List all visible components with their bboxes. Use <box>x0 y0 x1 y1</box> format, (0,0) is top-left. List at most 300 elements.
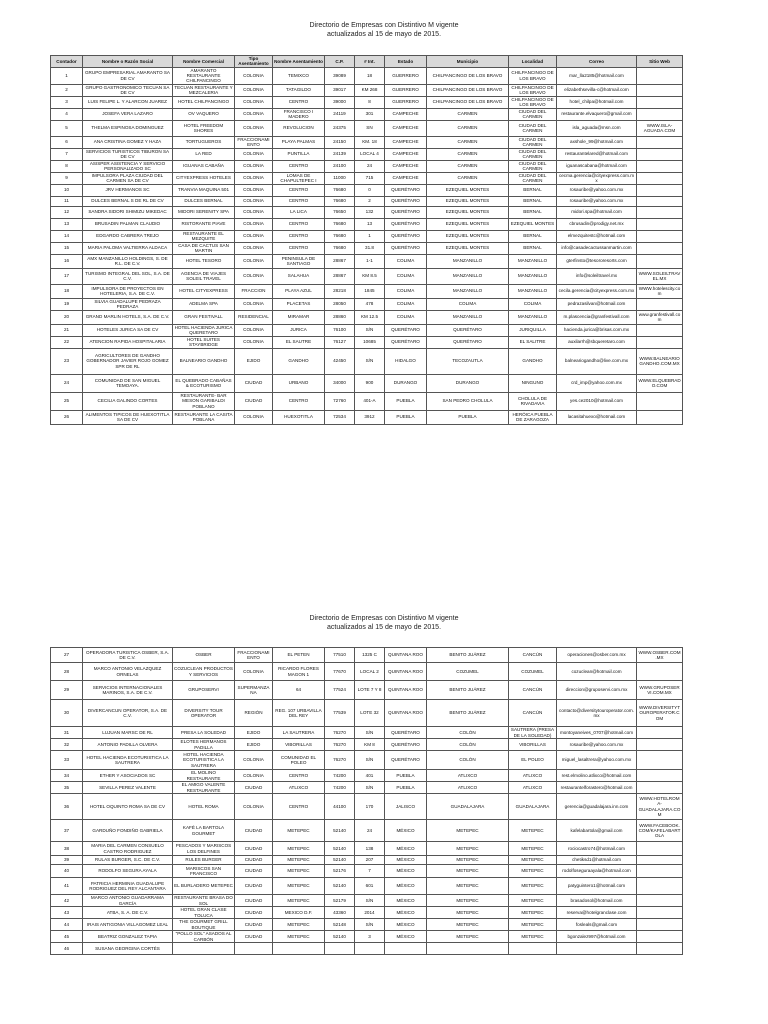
tipo-asentamiento-cell <box>235 943 273 955</box>
municipio-cell: COLÓN <box>427 727 509 739</box>
cp-cell: 44100 <box>325 794 355 820</box>
municipio-cell: BENITO JUÁREZ <box>427 700 509 727</box>
nombre-comercial-cell: COZUCLEAN PRODUCTOS Y SERVICIOS <box>173 663 235 681</box>
correo-cell: pedrazasilvan@hotmail.com <box>557 298 637 310</box>
cp-cell: 24139 <box>325 148 355 160</box>
razon-social-cell: ASISPER ASISTENCIA Y SERVICIO PERSONALIZADO SC <box>83 160 173 172</box>
cp-cell: 76270 <box>325 751 355 770</box>
cp-cell: 52140 <box>325 842 355 856</box>
contador-cell: 15 <box>51 242 83 254</box>
correo-cell: gterfinsto@tesororesorts.com <box>557 254 637 268</box>
company-directory-table <box>50 647 683 955</box>
nombre-asentamiento-cell: RICARDO FLORES MAGON 1 <box>273 663 325 681</box>
estado-cell: CAMPECHE <box>385 172 427 184</box>
estado-cell: MÉXICO <box>385 895 427 907</box>
correo-cell: info@soleiltravel.mx <box>557 268 637 284</box>
razon-social-cell: IMPULSORA PLAZA CIUDAD DEL CARMEN SA DE CV <box>83 172 173 184</box>
localidad-cell: CIUDAD DEL CARMEN <box>509 136 557 148</box>
localidad-cell: MANZANILLO <box>509 310 557 324</box>
municipio-cell <box>427 943 509 955</box>
tipo-asentamiento-cell: COLONIA <box>235 298 273 310</box>
estado-cell: QUINTANA ROO <box>385 700 427 727</box>
localidad-cell: EL POLEO <box>509 751 557 770</box>
table-row <box>51 120 683 136</box>
estado-cell: GUERRERO <box>385 67 427 84</box>
municipio-cell: MANZANILLO <box>427 268 509 284</box>
table-row <box>51 681 683 700</box>
nombre-asentamiento-cell: METEPEC <box>273 865 325 878</box>
cp-cell: 76680 <box>325 196 355 206</box>
municipio-cell: CARMEN <box>427 136 509 148</box>
razon-social-cell: AGRICULTORES DE GANDHO GOBERNADOR JAVIER ROJO GOMEZ SPR DE RL <box>83 348 173 374</box>
contador-cell: 19 <box>51 298 83 310</box>
correo-cell: contacto@diversitytouroperator.com.mx <box>557 700 637 727</box>
table-row <box>51 196 683 206</box>
correo-cell: chetiksd1@hotmail.com <box>557 856 637 865</box>
tipo-asentamiento-cell: COLONIA <box>235 268 273 284</box>
nombre-comercial-cell: MARISCOS SAN FRANCISCO <box>173 865 235 878</box>
sitio-web-cell: WWW.FACEBOOK.COM/KAFELABARTOLA <box>637 820 683 842</box>
municipio-cell: BENITO JUÁREZ <box>427 648 509 663</box>
razon-social-cell: SERVICIOS TURISTICOS TIBURON SA DE CV <box>83 148 173 160</box>
municipio-cell: EZEQUIEL MONTES <box>427 184 509 196</box>
nombre-comercial-cell: IGUANAS CABAÑA <box>173 160 235 172</box>
nombre-comercial-cell: KAFÉ LA BARTOLA GOURMET <box>173 820 235 842</box>
cp-cell: 72760 <box>325 392 355 410</box>
nombre-comercial-cell: RESTAURANTE LA CASITA POBLANA <box>174 411 233 423</box>
nombre-comercial-cell: RESTAURANTE EL MEZQUITE <box>173 230 235 242</box>
nombre-comercial-cell: THE GOURMET GRILL BOUTIQUE <box>173 919 235 931</box>
estado-cell: QUINTANA ROO <box>385 681 427 700</box>
cp-cell: 11000 <box>325 172 355 184</box>
correo-cell: operaciones@osber.com.mx <box>557 648 637 663</box>
nombre-comercial-cell: TORTUGUEROS <box>173 136 235 148</box>
contador-cell: 6 <box>51 136 83 148</box>
municipio-cell: CHILPANCINGO DE LOS BRAVO <box>427 96 509 108</box>
tipo-asentamiento-cell: COLONIA <box>235 108 273 120</box>
cp-cell: 77539 <box>325 700 355 727</box>
contador-cell: 39 <box>51 856 83 865</box>
header-row <box>51 56 683 68</box>
nombre-asentamiento-cell: MIRAMAR <box>273 310 325 324</box>
cp-cell: 43360 <box>325 907 355 919</box>
cp-cell: 52179 <box>325 895 355 907</box>
razon-social-cell: SANDRA SIDORI SHIMIZU MIKEDAC <box>83 206 173 218</box>
municipio-cell: CARMEN <box>427 172 509 184</box>
nombre-comercial-cell: EL MOLINO RESTAURANTE <box>173 770 235 782</box>
table-row <box>51 751 683 770</box>
razon-social-cell: TURISMO INTEGRAL DEL SOL, S.A. DE C.V. <box>83 268 173 284</box>
contador-cell: 32 <box>51 739 83 751</box>
column-header: # Int. <box>355 56 385 68</box>
numero-int-cell: 1-1 <box>355 254 385 268</box>
nombre-asentamiento-cell: CENTRO <box>273 96 325 108</box>
nombre-asentamiento-cell: GANDHO <box>273 348 325 374</box>
razon-social-cell: LUJUAN MARSC DE RL <box>83 727 173 739</box>
nombre-comercial-cell: HOTEL HACIENDA JURICA QUERETARO <box>173 324 235 336</box>
sitio-web-cell <box>637 254 683 268</box>
table-row <box>51 856 683 865</box>
localidad-cell: CANCÚN <box>509 648 557 663</box>
razon-social-cell: MARIA DEL CARMEN CONSUELO CASTRO RODRIGUEZ <box>83 842 173 856</box>
sitio-web-cell <box>637 751 683 770</box>
tipo-asentamiento-cell: COLONIA <box>235 324 273 336</box>
table-row <box>51 218 683 230</box>
nombre-comercial-cell: PRESA LA SOLEDAD <box>173 727 235 739</box>
localidad-cell: ATLIXCO <box>509 782 557 794</box>
table-row <box>51 782 683 794</box>
table-row <box>51 298 683 310</box>
sitio-web-cell <box>637 943 683 955</box>
company-directory-table <box>50 55 683 425</box>
localidad-cell: CIUDAD DEL CARMEN <box>509 120 557 136</box>
correo-cell: direccion@gruposervi.com.mx <box>557 681 637 700</box>
numero-int-cell: S/N <box>355 348 385 374</box>
numero-int-cell: KM. 18 <box>355 136 385 148</box>
cp-cell: 76127 <box>325 336 355 348</box>
localidad-cell: METEPEC <box>509 842 557 856</box>
column-header: Nombre Asentamiento <box>273 56 325 68</box>
nombre-comercial-cell: HOTEL TESORO <box>173 254 235 268</box>
razon-social-cell: DULCES BERNAL S DE RL DE CV <box>83 196 173 206</box>
tipo-asentamiento-cell: REGIÓN <box>235 700 273 727</box>
numero-int-cell: SN <box>355 120 385 136</box>
estado-cell: QUINTANA ROO <box>385 663 427 681</box>
nombre-comercial-cell: TECUAN RESTAURANTE Y MEZCALERIA <box>174 84 233 96</box>
municipio-cell: METEPEC <box>427 820 509 842</box>
sitio-web-cell <box>637 782 683 794</box>
tipo-asentamiento-cell: COLONIA <box>235 184 273 196</box>
cp-cell: 77510 <box>325 648 355 663</box>
nombre-asentamiento-cell: TEMIXCO <box>273 67 325 84</box>
sitio-web-cell <box>637 67 683 84</box>
correo-cell: bgonzalez997@hotmail.com <box>557 931 637 943</box>
cp-cell <box>325 943 355 955</box>
nombre-comercial-cell: CITYEXPRESS HOTELES <box>173 172 235 184</box>
correo-cell: patyguintero1@hotmail.com <box>557 878 637 895</box>
nombre-asentamiento-cell: CENTRO <box>273 392 325 410</box>
tipo-asentamiento-cell: CIUDAD <box>235 820 273 842</box>
tipo-asentamiento-cell: COLONIA <box>235 770 273 782</box>
localidad-cell: CHILPANCINGO DE LOS BRAVO <box>509 96 557 108</box>
sitio-web-cell <box>637 727 683 739</box>
localidad-cell: GUADALAJARA <box>509 794 557 820</box>
nombre-comercial-cell: OV VAQUERO <box>173 108 235 120</box>
column-header: Contador <box>51 56 83 68</box>
tipo-asentamiento-cell: CIUDAD <box>235 856 273 865</box>
nombre-asentamiento-cell: METEPEC <box>273 842 325 856</box>
estado-cell: QUERÉTARO <box>385 218 427 230</box>
nombre-asentamiento-cell: METEPEC <box>273 931 325 943</box>
razon-social-cell: CECILIA GALINDO CORTES <box>83 392 173 410</box>
estado-cell: QUERÉTARO <box>385 727 427 739</box>
sitio-web-cell: WWW.OSBER.COM.MX <box>637 648 683 663</box>
table-row <box>51 160 683 172</box>
municipio-cell: MANZANILLO <box>427 310 509 324</box>
nombre-asentamiento-cell: METEPEC <box>273 919 325 931</box>
contador-cell: 7 <box>51 148 83 160</box>
cp-cell: 28867 <box>325 268 355 284</box>
table-row <box>51 284 683 298</box>
localidad-cell: EL SALITRE <box>509 336 557 348</box>
municipio-cell: COLIMA <box>427 298 509 310</box>
contador-cell: 8 <box>51 160 83 172</box>
nombre-asentamiento-cell: PLAYA AZUL <box>273 284 325 298</box>
nombre-asentamiento-cell: REVOLUCION <box>273 120 325 136</box>
sitio-web-cell: WWW.GRUPOSERVI.COM.MX <box>637 681 683 700</box>
localidad-cell: METEPEC <box>509 895 557 907</box>
municipio-cell: PUEBLA <box>427 410 509 424</box>
correo-cell: restaurante.elvaquero@gmail.com <box>557 108 637 120</box>
razon-social-cell: DIVERCANCUN OPERATOR, S.A. DE C.V. <box>83 700 173 727</box>
tipo-asentamiento-cell: FRACCIONAMIENTO <box>235 648 273 663</box>
correo-cell: m.plascencia@granfestivall.com <box>557 310 637 324</box>
localidad-cell: CIUDAD DEL CARMEN <box>509 148 557 160</box>
correo-cell <box>557 943 637 955</box>
razon-social-cell: ETHER Y ASOCIADOS SC <box>83 770 173 782</box>
table-row <box>51 336 683 348</box>
nombre-comercial-cell: HOTEL GRAN CLASE TOLUCA <box>173 907 235 919</box>
localidad-cell: SAUTRERA (PRESA DE LA SOLEDAD) <box>509 727 557 739</box>
contador-cell: 3 <box>51 96 83 108</box>
tipo-asentamiento-cell: COLONIA <box>235 160 273 172</box>
nombre-comercial-cell: EL AMIGO VALENTE RESTAURANTE <box>173 782 235 794</box>
estado-cell: QUERÉTARO <box>385 751 427 770</box>
numero-int-cell: 3912 <box>355 410 385 424</box>
sitio-web-cell: WWW.ISLA-AGUADA.COM <box>637 120 683 136</box>
sitio-web-cell <box>637 196 683 206</box>
sitio-web-cell: WWW.ELQUEBRADO.COM <box>637 374 683 392</box>
municipio-cell: CARMEN <box>427 148 509 160</box>
nombre-comercial-cell: RULES BURGER <box>173 856 235 865</box>
sitio-web-cell: WWW.SOLEILTRAVEL.MX <box>637 268 683 284</box>
table-row <box>51 67 683 84</box>
municipio-cell: EZEQUIEL MONTES <box>427 230 509 242</box>
tipo-asentamiento-cell: CIUDAD <box>235 392 273 410</box>
nombre-asentamiento-cell: VIBORILLAS <box>273 739 325 751</box>
nombre-comercial-cell: TRANVIA MAQUINA 501 <box>173 184 235 196</box>
tipo-asentamiento-cell: EJIDO <box>235 739 273 751</box>
razon-social-cell: JOSEFA VERA LAZARO <box>83 108 173 120</box>
correo-cell: rosauribe@yahoo.com.mx <box>557 184 637 196</box>
table-row <box>51 172 683 184</box>
nombre-asentamiento-cell: CENTRO <box>273 242 325 254</box>
municipio-cell: COLÓN <box>427 751 509 770</box>
nombre-asentamiento-cell: HUEXOTITLA <box>273 410 325 424</box>
cp-cell: 34000 <box>325 374 355 392</box>
cp-cell: 74200 <box>325 770 355 782</box>
razon-social-cell: BEATRIZ GONZALEZ TAPIA <box>83 931 173 943</box>
correo-cell: axshole_99@hotmail.com <box>557 136 637 148</box>
municipio-cell: CARMEN <box>427 108 509 120</box>
cp-cell: 77524 <box>325 681 355 700</box>
sitio-web-cell <box>637 84 683 96</box>
tipo-asentamiento-cell: CIUDAD <box>235 878 273 895</box>
localidad-cell: CHOLULA DE RIVADAVIA <box>509 392 557 410</box>
nombre-asentamiento-cell: 64 <box>273 681 325 700</box>
estado-cell: MÉXICO <box>385 907 427 919</box>
nombre-asentamiento-cell: CENTRO <box>273 794 325 820</box>
estado-cell: COLIMA <box>385 298 427 310</box>
numero-int-cell: KM 8 <box>355 739 385 751</box>
numero-int-cell: 132 <box>355 206 385 218</box>
razon-social-cell: ANTONIO PADILLA OLVERA <box>83 739 173 751</box>
nombre-comercial-cell: DULCES BERNAL <box>173 196 235 206</box>
tipo-asentamiento-cell: CIUDAD <box>235 865 273 878</box>
localidad-cell: VIBORILLAS <box>509 739 557 751</box>
correo-cell: crd_imp@yahoo.com.mx <box>557 374 637 392</box>
cp-cell: 76100 <box>325 324 355 336</box>
column-header: Localidad <box>509 56 557 68</box>
cp-cell: 76680 <box>325 242 355 254</box>
table-row <box>51 727 683 739</box>
correo-cell: cecma.gerencia@cityexpress.com.mx <box>557 172 637 184</box>
table-row <box>51 700 683 727</box>
tipo-asentamiento-cell: COLONIA <box>235 148 273 160</box>
razon-social-cell: EDGARDO CABRERA TREJO <box>83 230 173 242</box>
tipo-asentamiento-cell: COLONIA <box>235 336 273 348</box>
nombre-asentamiento-cell: COMUNIDAD EL POLEO <box>273 751 325 770</box>
nombre-asentamiento-cell: URBANO <box>273 374 325 392</box>
sitio-web-cell: www.granfestivall.com <box>637 310 683 324</box>
estado-cell: CAMPECHE <box>385 108 427 120</box>
correo-cell: elmezquitestc@hotmail.com <box>557 230 637 242</box>
column-header: Sitio Web <box>637 56 683 68</box>
razon-social-cell: ATENCION RAPIDA HOSPITALARIA <box>83 336 173 348</box>
localidad-cell: BERNAL <box>509 196 557 206</box>
razon-social-cell: RODOLFO SEGURA AYALA <box>83 865 173 878</box>
estado-cell: MÉXICO <box>385 865 427 878</box>
estado-cell: MÉXICO <box>385 842 427 856</box>
nombre-comercial-cell: HOTEL SUITES STAYBRIDGE <box>173 336 235 348</box>
tipo-asentamiento-cell: COLONIA <box>235 751 273 770</box>
nombre-comercial-cell: ELOTES HERMANOS PADILLA <box>173 739 235 751</box>
correo-cell: midori.spa@hotmail.com <box>557 206 637 218</box>
cp-cell: 76270 <box>325 727 355 739</box>
contador-cell: 14 <box>51 230 83 242</box>
nombre-asentamiento-cell: SALAHUA <box>273 268 325 284</box>
municipio-cell: COLÓN <box>427 739 509 751</box>
numero-int-cell: 13 <box>355 218 385 230</box>
localidad-cell: CHILPANCINGO DE LOS BRAVO <box>509 67 557 84</box>
contador-cell: 45 <box>51 931 83 943</box>
localidad-cell: EZEQUIEL MONTES <box>509 218 557 230</box>
column-header: Nombre o Razón Social <box>83 56 173 68</box>
nombre-comercial-cell: HOTEL FREEDOM SHORES <box>173 120 235 136</box>
table-row <box>51 648 683 663</box>
table-row <box>51 820 683 842</box>
tipo-asentamiento-cell: CIUDAD <box>235 374 273 392</box>
contador-cell: 1 <box>51 67 83 84</box>
numero-int-cell: 1 <box>355 230 385 242</box>
estado-cell: MÉXICO <box>385 931 427 943</box>
sitio-web-cell: WWW.hotelescity.com <box>637 284 683 298</box>
municipio-cell: EZEQUIEL MONTES <box>427 218 509 230</box>
sitio-web-cell <box>637 148 683 160</box>
razon-social-cell: ATBA, S. A. DE C.V. <box>83 907 173 919</box>
razon-social-cell: MARCO ANTONIO VELAZQUEZ ORNELAS <box>83 663 173 681</box>
numero-int-cell: S/N <box>355 727 385 739</box>
table-row <box>51 148 683 160</box>
nombre-asentamiento-cell: MEXICO D.F. <box>273 907 325 919</box>
table-row <box>51 96 683 108</box>
razon-social-cell: SILVIA GUADALUPE PEDRAZA PEDRAZA <box>83 298 173 310</box>
contador-cell: 5 <box>51 120 83 136</box>
correo-cell: isla_aguada@msn.com <box>557 120 637 136</box>
estado-cell: MÉXICO <box>385 856 427 865</box>
cp-cell: 77670 <box>325 663 355 681</box>
estado-cell: COLIMA <box>385 284 427 298</box>
correo-cell: info@casadecactussanmartin.com <box>557 242 637 254</box>
cp-cell: 28867 <box>325 254 355 268</box>
numero-int-cell: KM 12.5 <box>355 310 385 324</box>
tipo-asentamiento-cell: EJIDO <box>235 348 273 374</box>
correo-cell: restaurantelared@hotmail.com <box>557 148 637 160</box>
sitio-web-cell <box>637 878 683 895</box>
contador-cell: 25 <box>51 392 83 410</box>
numero-int-cell: 2014 <box>355 907 385 919</box>
estado-cell: QUINTANA ROO <box>385 648 427 663</box>
sitio-web-cell <box>637 96 683 108</box>
numero-int-cell: 170 <box>355 794 385 820</box>
contador-cell: 20 <box>51 310 83 324</box>
localidad-cell: METEPEC <box>509 820 557 842</box>
tipo-asentamiento-cell: RESIDENCIAL <box>235 310 273 324</box>
correo-cell: yes.ce2010@hotmail.com <box>557 392 637 410</box>
title-line-1: Directorio de Empresas con Distintivo M vigente <box>309 22 459 29</box>
estado-cell: CAMPECHE <box>385 148 427 160</box>
localidad-cell: CIUDAD DEL CARMEN <box>509 172 557 184</box>
estado-cell: MÉXICO <box>385 820 427 842</box>
estado-cell: PUEBLA <box>385 392 427 410</box>
tipo-asentamiento-cell: COLONIA <box>235 410 273 424</box>
estado-cell: MÉXICO <box>385 919 427 931</box>
table-row <box>51 242 683 254</box>
table-row <box>51 943 683 955</box>
correo-cell: balneariogandho@live.com.mx <box>557 348 637 374</box>
razon-social-cell: HOTEL OQUINTO ROMA SA DE CV <box>83 794 173 820</box>
municipio-cell: MANZANILLO <box>427 284 509 298</box>
municipio-cell: CHILPANCINGO DE LOS BRAVO <box>427 84 509 96</box>
nombre-comercial-cell: MIDORI SERENITY SPA <box>173 206 235 218</box>
column-header: Tipo Asentamiento <box>235 56 273 68</box>
nombre-comercial-cell: ADELMA SPA <box>173 298 235 310</box>
table-row <box>51 794 683 820</box>
localidad-cell: METEPEC <box>509 865 557 878</box>
estado-cell: PUEBLA <box>385 770 427 782</box>
nombre-asentamiento-cell: CENTRO <box>273 230 325 242</box>
nombre-asentamiento-cell: PLAYA PALMAS <box>273 136 325 148</box>
title-line-1: Directorio de Empresas con Distintivo M vigente <box>309 615 459 622</box>
localidad-cell: CANCÚN <box>509 700 557 727</box>
municipio-cell: METEPEC <box>427 907 509 919</box>
table-body <box>51 648 683 955</box>
tipo-asentamiento-cell: FRACCION <box>235 284 273 298</box>
nombre-comercial-cell: HOTEL ROMA <box>173 794 235 820</box>
numero-int-cell: S/N <box>355 782 385 794</box>
razon-social-cell: LUIS FELIPE L. Y ALARCON JUAREZ <box>83 96 173 108</box>
contador-cell: 35 <box>51 782 83 794</box>
municipio-cell: METEPEC <box>427 856 509 865</box>
correo-cell: iguanascabana@hotmail.com <box>557 160 637 172</box>
contador-cell: 37 <box>51 820 83 842</box>
localidad-cell: GANDHO <box>509 348 557 374</box>
municipio-cell: TECOZAUTLA <box>427 348 509 374</box>
nombre-asentamiento-cell: REG. 107 URBAVILLA DEL REY <box>273 700 325 727</box>
estado-cell: QUERÉTARO <box>385 206 427 218</box>
razon-social-cell: BRUSADIN PALMAN CLAUDIO <box>83 218 173 230</box>
correo-cell: rest.elmolino.atlixco@hotmail.com <box>557 770 637 782</box>
